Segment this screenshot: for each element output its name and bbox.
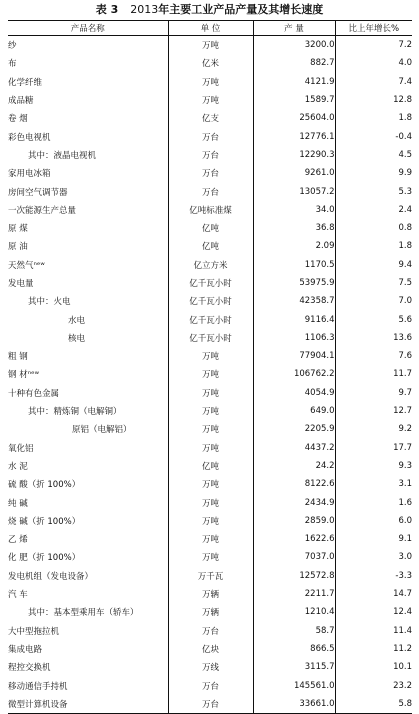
- product-name-cell: 天然气ⁿᵉʷ: [8, 256, 168, 274]
- product-name-cell: 钢 材ⁿᵉʷ: [8, 365, 168, 383]
- growth-cell: 12.8: [393, 95, 412, 106]
- table-row: [8, 365, 412, 383]
- unit-cell: 亿立方米: [168, 256, 253, 274]
- unit-cell: 亿块: [168, 640, 253, 658]
- table-row: [8, 146, 412, 164]
- unit-cell: 亿吨: [168, 219, 253, 237]
- table-row: [8, 548, 412, 566]
- growth-cell: 9.4: [398, 259, 412, 270]
- output-cell: 34.0: [253, 201, 335, 219]
- table-year: 2013: [130, 3, 159, 16]
- unit-cell: 万吨: [168, 475, 253, 493]
- unit-cell: 万台: [168, 622, 253, 640]
- product-name-cell: 水 泥: [8, 457, 168, 475]
- table-row: [8, 329, 412, 347]
- output-cell: 33661.0: [253, 695, 335, 714]
- table-row: [8, 530, 412, 548]
- table-row: [8, 585, 412, 603]
- table-row: [8, 512, 412, 530]
- output-cell: 53975.9: [253, 274, 335, 292]
- unit-cell: 万吨: [168, 420, 253, 438]
- product-name-cell: 大中型拖拉机: [8, 622, 168, 640]
- growth-cell: 9.7: [398, 387, 412, 398]
- output-cell: 4121.9: [253, 73, 335, 91]
- growth-cell: 7.5: [398, 278, 412, 288]
- output-cell: 7037.0: [253, 548, 335, 566]
- table-row: [8, 493, 412, 511]
- growth-cell: 5.6: [398, 314, 412, 325]
- unit-cell: 万台: [168, 164, 253, 182]
- product-name-cell: 布: [8, 54, 168, 72]
- output-cell: 3115.7: [253, 658, 335, 676]
- table-row: [8, 676, 412, 694]
- growth-cell: 5.8: [335, 695, 412, 714]
- unit-cell: 亿吨: [168, 237, 253, 255]
- table-row: [8, 54, 412, 72]
- unit-cell: 万线: [168, 658, 253, 676]
- table-row: [8, 256, 412, 274]
- output-cell: 106762.2: [253, 365, 335, 383]
- product-name-cell: 十种有色金属: [8, 384, 168, 402]
- growth-cell: 11.4: [393, 625, 412, 636]
- product-name-cell: 乙 烯: [8, 530, 168, 548]
- unit-cell: 亿千瓦小时: [168, 274, 253, 292]
- table-title: [0, 3, 419, 17]
- unit-cell: 亿吨标准煤: [168, 201, 253, 219]
- unit-cell: 万台: [168, 146, 253, 164]
- output-cell: 36.8: [253, 219, 335, 237]
- growth-cell: 3.0: [398, 552, 412, 563]
- unit-cell: 万吨: [168, 402, 253, 420]
- output-cell: 8122.6: [253, 475, 335, 493]
- output-cell: 4054.9: [253, 384, 335, 402]
- table-number: 表 3: [95, 3, 119, 16]
- table-row: [8, 73, 412, 91]
- product-name-cell: 其中：火电: [8, 292, 168, 310]
- product-name-cell: 集成电路: [8, 640, 168, 658]
- growth-cell: 1.6: [398, 497, 412, 508]
- output-cell: 25604.0: [253, 109, 335, 127]
- unit-cell: 万吨: [168, 530, 253, 548]
- growth-cell: 9.2: [398, 424, 412, 435]
- output-cell: 2434.9: [253, 493, 335, 511]
- growth-cell: 9.1: [398, 534, 412, 545]
- output-cell: 12776.1: [253, 127, 335, 145]
- header-growth: 比上年增长%: [335, 21, 412, 36]
- table-row: [8, 91, 412, 109]
- output-cell: 2859.0: [253, 512, 335, 530]
- growth-cell: 5.3: [398, 186, 412, 197]
- header-output: 产 量: [253, 21, 335, 36]
- unit-cell: 万吨: [168, 91, 253, 109]
- table-row: [8, 36, 412, 55]
- output-cell: 9116.4: [253, 310, 335, 328]
- table-row: [8, 420, 412, 438]
- growth-cell: 1.8: [398, 113, 412, 124]
- product-name-cell: 原 油: [8, 237, 168, 255]
- unit-cell: 万台: [168, 676, 253, 694]
- unit-cell: 万吨: [168, 365, 253, 383]
- product-name-cell: 卷 烟: [8, 109, 168, 127]
- output-cell: 13057.2: [253, 182, 335, 200]
- product-name-cell: 原铝（电解铝）: [8, 420, 168, 438]
- unit-cell: 亿千瓦小时: [168, 292, 253, 310]
- product-name-cell: 其中：液晶电视机: [8, 146, 168, 164]
- table-row: [8, 310, 412, 328]
- product-name-cell: 程控交换机: [8, 658, 168, 676]
- growth-cell: 14.7: [393, 589, 412, 600]
- output-cell: 882.7: [253, 54, 335, 72]
- product-name-cell: 纱: [8, 36, 168, 55]
- output-cell: 12572.8: [253, 567, 335, 585]
- output-cell: 1106.3: [253, 329, 335, 347]
- growth-cell: 0.8: [398, 223, 412, 234]
- unit-cell: 亿千瓦小时: [168, 310, 253, 328]
- table-row: [8, 475, 412, 493]
- product-name-cell: 原 煤: [8, 219, 168, 237]
- product-name-cell: 核电: [8, 329, 168, 347]
- table-row: [8, 567, 412, 585]
- output-cell: 42358.7: [253, 292, 335, 310]
- growth-cell: 2.4: [398, 204, 412, 215]
- growth-cell: 12.7: [393, 406, 412, 417]
- growth-cell: 11.7: [393, 369, 412, 380]
- unit-cell: 万吨: [168, 493, 253, 511]
- product-name-cell: 其中：精炼铜（电解铜）: [8, 402, 168, 420]
- output-cell: 3200.0: [253, 36, 335, 55]
- table-row: [8, 457, 412, 475]
- product-name-cell: 一次能源生产总量: [8, 201, 168, 219]
- product-name-cell: 纯 碱: [8, 493, 168, 511]
- production-table: [8, 20, 412, 714]
- growth-cell: 4.0: [398, 58, 412, 69]
- unit-cell: 万吨: [168, 512, 253, 530]
- product-name-cell: 氧化铝: [8, 439, 168, 457]
- product-name-cell: 水电: [8, 310, 168, 328]
- product-name-cell: 烧 碱（折 100%）: [8, 512, 168, 530]
- unit-cell: 万吨: [168, 347, 253, 365]
- growth-cell: 6.0: [398, 515, 412, 526]
- unit-cell: 万台: [168, 127, 253, 145]
- table-row: [8, 292, 412, 310]
- growth-cell: 4.5: [398, 149, 412, 160]
- output-cell: 58.7: [253, 622, 335, 640]
- product-name-cell: 其中：基本型乘用车（轿车）: [8, 603, 168, 621]
- header-unit: 单 位: [168, 21, 253, 36]
- product-name-cell: 硫 酸（折 100%）: [8, 475, 168, 493]
- table-row: [8, 640, 412, 658]
- table-row: [8, 201, 412, 219]
- table-row: [8, 182, 412, 200]
- table-row: [8, 127, 412, 145]
- output-cell: 12290.3: [253, 146, 335, 164]
- unit-cell: 万台: [168, 695, 253, 714]
- unit-cell: 万辆: [168, 585, 253, 603]
- unit-cell: 万辆: [168, 603, 253, 621]
- product-name-cell: 微型计算机设备: [8, 695, 168, 714]
- growth-cell: -3.3: [395, 570, 412, 581]
- table-row: [8, 603, 412, 621]
- growth-cell: 13.6: [393, 332, 412, 343]
- product-name-cell: 彩色电视机: [8, 127, 168, 145]
- unit-cell: 万吨: [168, 548, 253, 566]
- table-row: [8, 439, 412, 457]
- table-row: [8, 109, 412, 127]
- table-row: [8, 347, 412, 365]
- growth-cell: 9.3: [398, 460, 412, 471]
- unit-cell: 万千瓦: [168, 567, 253, 585]
- unit-cell: 亿米: [168, 54, 253, 72]
- output-cell: 4437.2: [253, 439, 335, 457]
- product-name-cell: 移动通信手持机: [8, 676, 168, 694]
- table-row: [8, 384, 412, 402]
- output-cell: 2211.7: [253, 585, 335, 603]
- product-name-cell: 化学纤维: [8, 73, 168, 91]
- table-row: [8, 274, 412, 292]
- table-row: [8, 219, 412, 237]
- output-cell: 2.09: [253, 237, 335, 255]
- table-row: [8, 695, 412, 714]
- table-row: [8, 237, 412, 255]
- growth-cell: -0.4: [395, 131, 412, 142]
- growth-cell: 1.8: [398, 241, 412, 252]
- growth-cell: 17.7: [393, 442, 412, 453]
- table-row: [8, 402, 412, 420]
- product-name-cell: 家用电冰箱: [8, 164, 168, 182]
- unit-cell: 万台: [168, 182, 253, 200]
- growth-cell: 7.4: [398, 76, 412, 87]
- growth-cell: 9.9: [398, 168, 412, 179]
- growth-cell: 12.4: [393, 607, 412, 618]
- growth-cell: 3.1: [398, 479, 412, 490]
- unit-cell: 万吨: [168, 73, 253, 91]
- output-cell: 2205.9: [253, 420, 335, 438]
- product-name-cell: 粗 钢: [8, 347, 168, 365]
- growth-cell: 7.6: [398, 351, 412, 362]
- product-name-cell: 汽 车: [8, 585, 168, 603]
- output-cell: 1170.5: [253, 256, 335, 274]
- unit-cell: 万吨: [168, 439, 253, 457]
- table-row: [8, 164, 412, 182]
- unit-cell: 万吨: [168, 384, 253, 402]
- output-cell: 1589.7: [253, 91, 335, 109]
- unit-cell: 亿千瓦小时: [168, 329, 253, 347]
- product-name-cell: 房间空气调节器: [8, 182, 168, 200]
- header-product-name: 产品名称: [8, 21, 168, 36]
- output-cell: 9261.0: [253, 164, 335, 182]
- output-cell: 24.2: [253, 457, 335, 475]
- product-name-cell: 成品糖: [8, 91, 168, 109]
- output-cell: 649.0: [253, 402, 335, 420]
- growth-cell: 7.2: [398, 40, 412, 51]
- unit-cell: 亿吨: [168, 457, 253, 475]
- growth-cell: 10.1: [393, 662, 412, 673]
- product-name-cell: 发电机组（发电设备）: [8, 567, 168, 585]
- product-name-cell: 化 肥（折 100%）: [8, 548, 168, 566]
- growth-cell: 11.2: [393, 643, 412, 654]
- table-body: [8, 36, 412, 714]
- product-name-cell: 发电量: [8, 274, 168, 292]
- growth-cell: 23.2: [393, 680, 412, 691]
- output-cell: 1210.4: [253, 603, 335, 621]
- table-title-text: 年主要工业产品产量及其增长速度: [158, 3, 324, 16]
- table-row: [8, 622, 412, 640]
- output-cell: 1622.6: [253, 530, 335, 548]
- table-header-row: [8, 21, 412, 36]
- output-cell: 866.5: [253, 640, 335, 658]
- output-cell: 77904.1: [253, 347, 335, 365]
- table-row: [8, 658, 412, 676]
- unit-cell: 万吨: [168, 36, 253, 55]
- unit-cell: 亿支: [168, 109, 253, 127]
- growth-cell: 7.0: [398, 296, 412, 307]
- output-cell: 145561.0: [253, 676, 335, 694]
